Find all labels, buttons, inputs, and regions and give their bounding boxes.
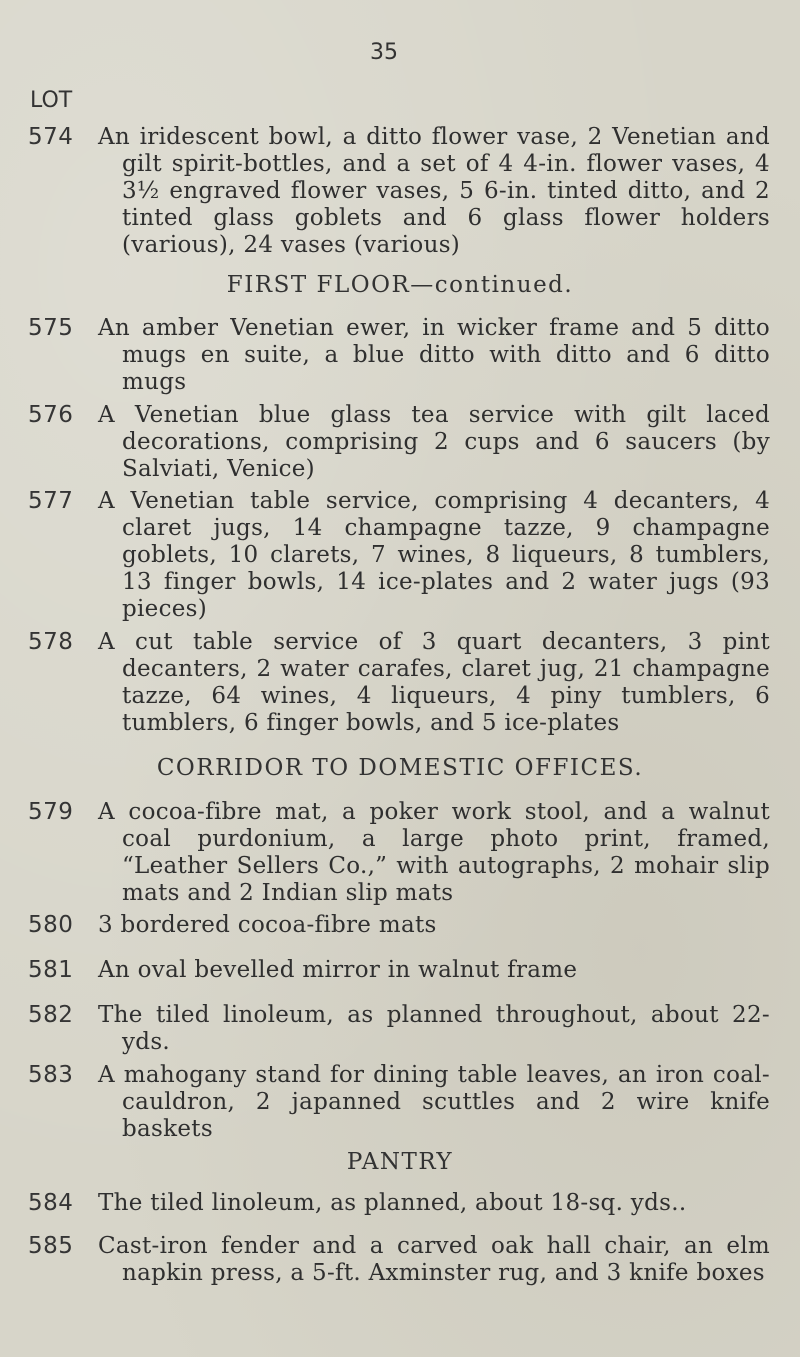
lot-description — [98, 957, 770, 984]
lot-description-text: An amber Venetian ewer, in wicker frame and 5 ditto mugs en suite, a blue ditto with ditto and 6 ditto mugs — [98, 315, 770, 395]
lot-number: 581 — [28, 957, 74, 983]
lot-number: 576 — [28, 402, 74, 428]
lot-description-text: A Venetian blue glass tea service with gilt laced decorations, comprising 2 cups and 6 saucers (by Salviati, Venice) — [98, 402, 770, 482]
lot-number: 585 — [28, 1233, 74, 1259]
lot-description — [98, 402, 770, 483]
lot-description — [98, 488, 770, 623]
section-heading-corridor: CORRIDOR TO DOMESTIC OFFICES. — [156, 755, 644, 781]
lot-number: 582 — [28, 1002, 74, 1028]
section-heading-first-floor: FIRST FLOOR—continued. — [226, 272, 574, 298]
lot-number: 579 — [28, 799, 74, 825]
lot-number: 577 — [28, 488, 74, 514]
lot-description-text: A mahogany stand for dining table leaves, an iron coal-cauldron, 2 japanned scuttles and 2 wire knife baskets — [98, 1062, 770, 1142]
lot-description-text: An iridescent bowl, a ditto flower vase, 2 Venetian and gilt spirit-bottles, and a set of 4 4-in. flower vases, 4 3½ engraved flower vases, 5 6-in. tinted ditto, and 2 tinted glass goblets and 6 glass flower holders (various), 24 vases (various) — [98, 124, 770, 258]
lot-description-text: An oval bevelled mirror in walnut frame — [98, 957, 578, 983]
lot-description — [98, 799, 770, 907]
lot-number: 584 — [28, 1190, 74, 1216]
lot-description — [98, 1002, 770, 1056]
lot-description — [98, 912, 770, 939]
lot-number: 583 — [28, 1062, 74, 1088]
lot-description-text: 3 bordered cocoa-fibre mats — [98, 912, 437, 938]
lot-description — [98, 1062, 770, 1143]
lot-description-text: The tiled linoleum, as planned throughout, about 22-yds. — [98, 1002, 770, 1055]
lot-number: 578 — [28, 629, 74, 655]
lot-description-text: The tiled linoleum, as planned, about 18-sq. yds.. — [98, 1190, 687, 1216]
section-heading-pantry: PANTRY — [346, 1149, 454, 1175]
lot-description-text: Cast-iron fender and a carved oak hall chair, an elm napkin press, a 5-ft. Axminster rug, and 3 knife boxes — [98, 1233, 770, 1286]
lot-description — [98, 629, 770, 737]
lot-number: 575 — [28, 315, 74, 341]
lot-number: 574 — [28, 124, 74, 150]
page-number: 35 — [370, 40, 398, 65]
lot-column-header: LOT — [30, 88, 73, 113]
lot-description — [98, 315, 770, 396]
lot-description-text: A cocoa-fibre mat, a poker work stool, and a walnut coal purdonium, a large photo print, framed, “Leather Sellers Co.,” with autographs, 2 mohair slip mats and 2 Indian slip mats — [98, 799, 770, 906]
lot-description-text: A Venetian table service, comprising 4 decanters, 4 claret jugs, 14 champagne tazze, 9 champagne goblets, 10 clarets, 7 wines, 8 liqueurs, 8 tumblers, 13 finger bowls, 14 ice-plates and 2 water jugs (93 pieces) — [98, 488, 770, 622]
lot-description — [98, 124, 770, 259]
lot-number: 580 — [28, 912, 74, 938]
lot-description — [98, 1233, 770, 1287]
lot-description — [98, 1190, 770, 1217]
lot-description-text: A cut table service of 3 quart decanters, 3 pint decanters, 2 water carafes, claret jug, 21 champagne tazze, 64 wines, 4 liqueurs, 4 piny tumblers, 6 tumblers, 6 finger bowls, and 5 ice-plates — [98, 629, 770, 736]
